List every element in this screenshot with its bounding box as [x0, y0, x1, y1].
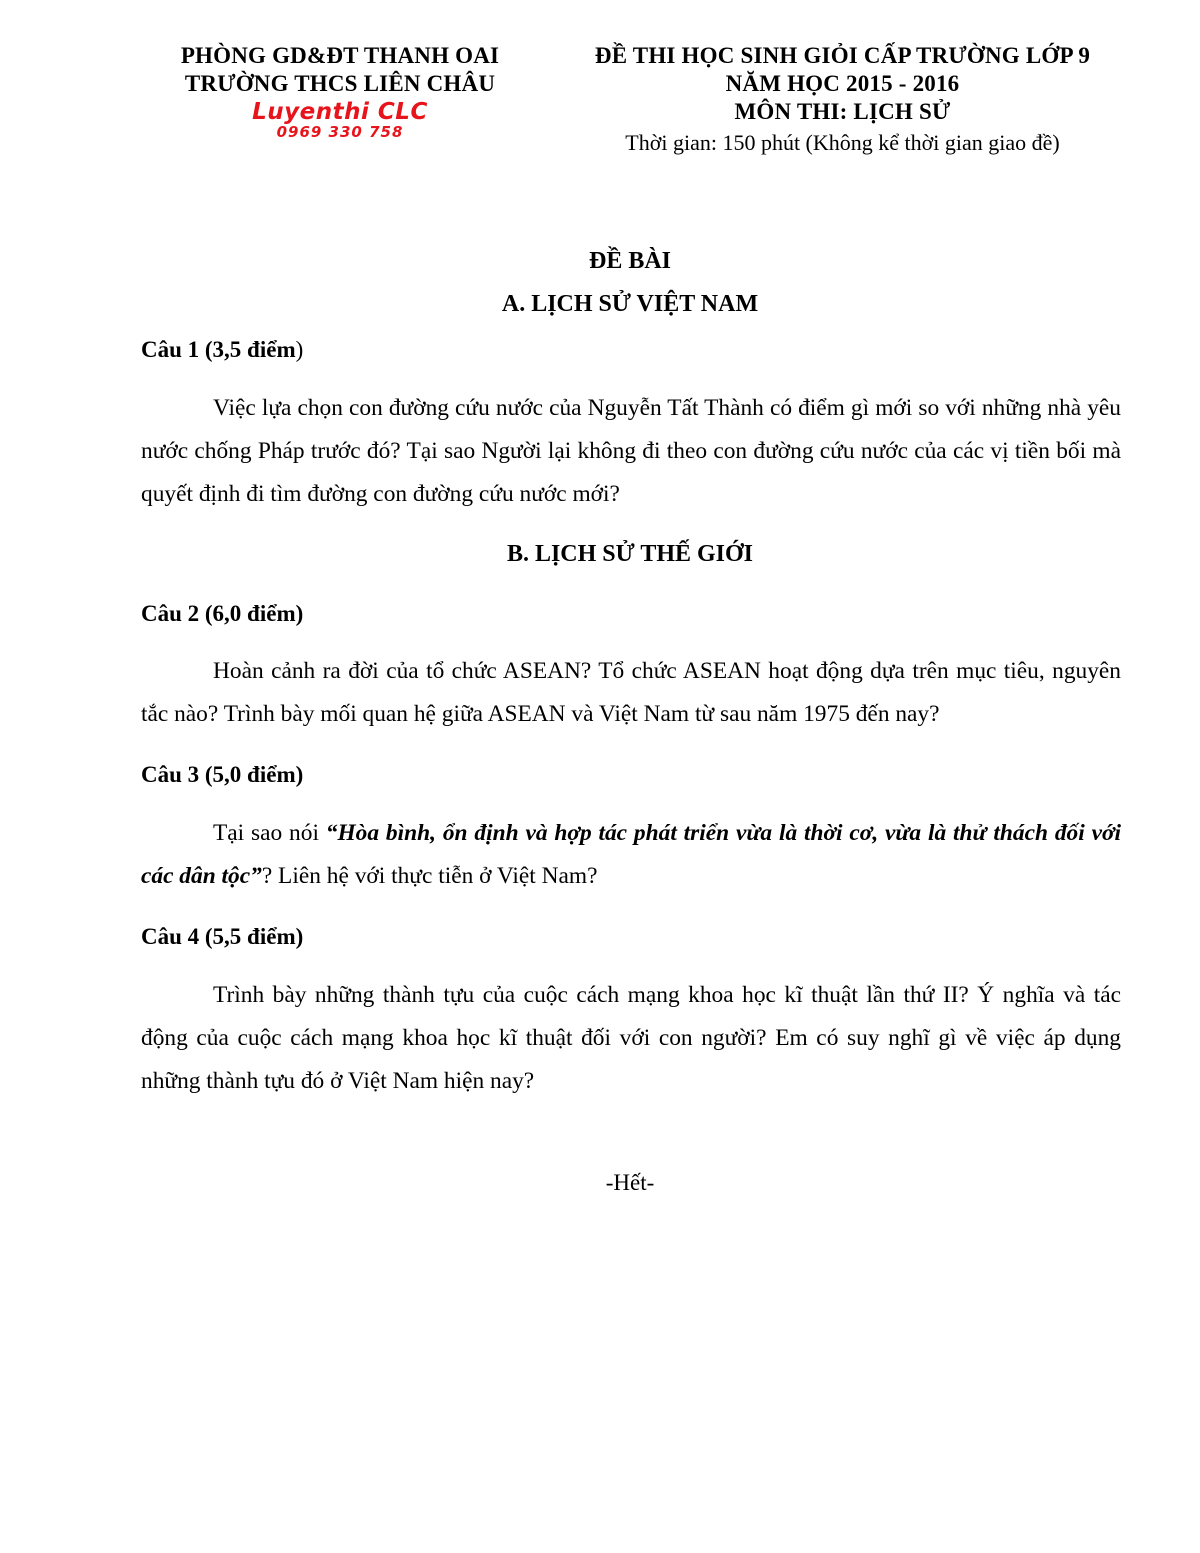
- header-right: [555, 42, 1130, 160]
- header-left: [150, 42, 530, 140]
- question-3-text: [141, 812, 1121, 898]
- brand-name: Luyenthi CLC: [252, 99, 428, 125]
- question-3-text-after: ? Liên hệ với thực tiễn ở Việt Nam?: [261, 863, 598, 889]
- school-year: NĂM HỌC 2015 - 2016: [725, 71, 960, 96]
- question-3-text-before: Tại sao nói: [213, 820, 326, 846]
- section-a-heading: A. LỊCH SỬ VIỆT NAM: [501, 291, 759, 317]
- question-1-text: Việc lựa chọn con đường cứu nước của Nguyễn Tất Thành có điểm gì mới so với những nhà yêu nước chống Pháp trước đó? Tại sao Người lại không đi theo con đường cứu nước của các vị tiền bối mà quyết định đi tìm đường con đường cứu nước mới?: [141, 395, 1121, 507]
- school-name: TRƯỜNG THCS LIÊN CHÂU: [184, 71, 496, 96]
- question-1-label-close: ): [295, 337, 304, 362]
- section-b-heading: B. LỊCH SỬ THẾ GIỚI: [506, 541, 754, 567]
- question-3-title: Câu 3 (5,0 điểm): [141, 762, 304, 787]
- question-4-title: Câu 4 (5,5 điểm): [141, 924, 304, 949]
- brand-phone: 0969 330 758: [276, 123, 404, 141]
- exam-title: ĐỀ THI HỌC SINH GIỎI CẤP TRƯỜNG LỚP 9: [594, 43, 1091, 68]
- end-mark: -Hết-: [605, 1170, 655, 1195]
- department-name: PHÒNG GD&ĐT THANH OAI: [180, 43, 500, 68]
- question-4-text: Trình bày những thành tựu của cuộc cách mạng khoa học kĩ thuật lần thứ II? Ý nghĩa và tác động của cuộc cách mạng khoa học kĩ thuật đối với con người? Em có suy nghĩ gì về việc áp dụng những thành tựu đó ở Việt Nam hiện nay?: [141, 982, 1121, 1094]
- question-2-text: Hoàn cảnh ra đời của tổ chức ASEAN? Tổ chức ASEAN hoạt động dựa trên mục tiêu, nguyên tắc nào? Trình bày mối quan hệ giữa ASEAN và Việt Nam từ sau năm 1975 đến nay?: [141, 658, 1121, 727]
- question-1-title: [141, 337, 303, 363]
- page-title: ĐỀ BÀI: [588, 248, 672, 274]
- exam-duration: Thời gian: 150 phút (Không kể thời gian giao đề): [625, 130, 1060, 155]
- question-2-title: Câu 2 (6,0 điểm): [141, 601, 304, 626]
- question-3-quote: “Hòa bình, ổn định và hợp tác phát triển vừa là thời cơ, vừa là thử thách đối với các dân tộc”: [141, 820, 1122, 889]
- brand-watermark: [150, 100, 530, 140]
- question-1-label: Câu 1 (3,5 điểm: [141, 337, 296, 362]
- subject: MÔN THI: LỊCH SỬ: [734, 99, 951, 124]
